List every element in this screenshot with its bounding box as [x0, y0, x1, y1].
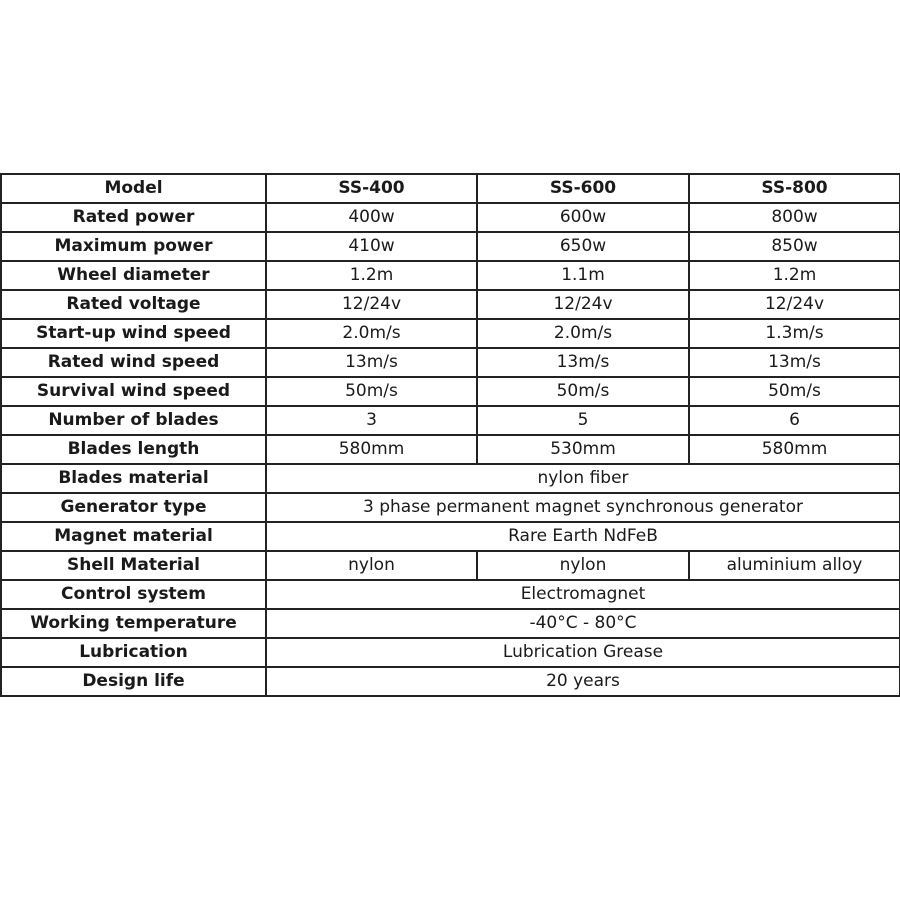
row-value: 2.0m/s	[266, 319, 477, 348]
row-value: 50m/s	[477, 377, 689, 406]
row-label: Start-up wind speed	[1, 319, 266, 348]
row-value: 1.2m	[266, 261, 477, 290]
row-value: 13m/s	[266, 348, 477, 377]
row-value: nylon	[477, 551, 689, 580]
row-value: 1.1m	[477, 261, 689, 290]
header-row	[1, 174, 900, 203]
row-value: 50m/s	[689, 377, 900, 406]
row-label: Working temperature	[1, 609, 266, 638]
table-row	[1, 319, 900, 348]
row-merged-value: Electromagnet	[266, 580, 900, 609]
table-row	[1, 406, 900, 435]
table-row	[1, 464, 900, 493]
row-label: Generator type	[1, 493, 266, 522]
table-row	[1, 261, 900, 290]
row-value: 13m/s	[477, 348, 689, 377]
row-merged-value: -40°C - 80°C	[266, 609, 900, 638]
row-value: 800w	[689, 203, 900, 232]
row-value: 850w	[689, 232, 900, 261]
model-ss-800: SS-800	[689, 174, 900, 203]
row-label: Number of blades	[1, 406, 266, 435]
row-label: Rated voltage	[1, 290, 266, 319]
row-label: Design life	[1, 667, 266, 696]
row-label: Rated power	[1, 203, 266, 232]
table-row	[1, 348, 900, 377]
row-value: 12/24v	[477, 290, 689, 319]
table-row	[1, 493, 900, 522]
row-value: 400w	[266, 203, 477, 232]
row-value: 1.3m/s	[689, 319, 900, 348]
table-row	[1, 290, 900, 319]
header-label: Model	[1, 174, 266, 203]
row-value: 13m/s	[689, 348, 900, 377]
row-value: 1.2m	[689, 261, 900, 290]
row-value: 600w	[477, 203, 689, 232]
row-label: Shell Material	[1, 551, 266, 580]
table-row	[1, 638, 900, 667]
table-row	[1, 435, 900, 464]
row-value: nylon	[266, 551, 477, 580]
spec-sheet	[0, 173, 900, 697]
table-row	[1, 609, 900, 638]
row-value: 410w	[266, 232, 477, 261]
row-label: Control system	[1, 580, 266, 609]
row-value: aluminium alloy	[689, 551, 900, 580]
row-value: 6	[689, 406, 900, 435]
table-row	[1, 551, 900, 580]
row-value: 530mm	[477, 435, 689, 464]
row-label: Rated wind speed	[1, 348, 266, 377]
row-value: 580mm	[266, 435, 477, 464]
row-label: Magnet material	[1, 522, 266, 551]
row-merged-value: Rare Earth NdFeB	[266, 522, 900, 551]
row-value: 580mm	[689, 435, 900, 464]
row-value: 2.0m/s	[477, 319, 689, 348]
row-merged-value: 3 phase permanent magnet synchronous generator	[266, 493, 900, 522]
row-merged-value: 20 years	[266, 667, 900, 696]
row-merged-value: nylon fiber	[266, 464, 900, 493]
table-row	[1, 377, 900, 406]
table-row	[1, 522, 900, 551]
row-label: Lubrication	[1, 638, 266, 667]
row-value: 650w	[477, 232, 689, 261]
table-row	[1, 667, 900, 696]
spec-table	[0, 173, 900, 697]
row-label: Blades material	[1, 464, 266, 493]
row-value: 50m/s	[266, 377, 477, 406]
row-value: 12/24v	[266, 290, 477, 319]
row-label: Blades length	[1, 435, 266, 464]
row-label: Survival wind speed	[1, 377, 266, 406]
row-value: 5	[477, 406, 689, 435]
row-label: Wheel diameter	[1, 261, 266, 290]
table-row	[1, 580, 900, 609]
table-row	[1, 232, 900, 261]
model-ss-400: SS-400	[266, 174, 477, 203]
row-value: 3	[266, 406, 477, 435]
row-value: 12/24v	[689, 290, 900, 319]
row-merged-value: Lubrication Grease	[266, 638, 900, 667]
model-ss-600: SS-600	[477, 174, 689, 203]
table-row	[1, 203, 900, 232]
row-label: Maximum power	[1, 232, 266, 261]
